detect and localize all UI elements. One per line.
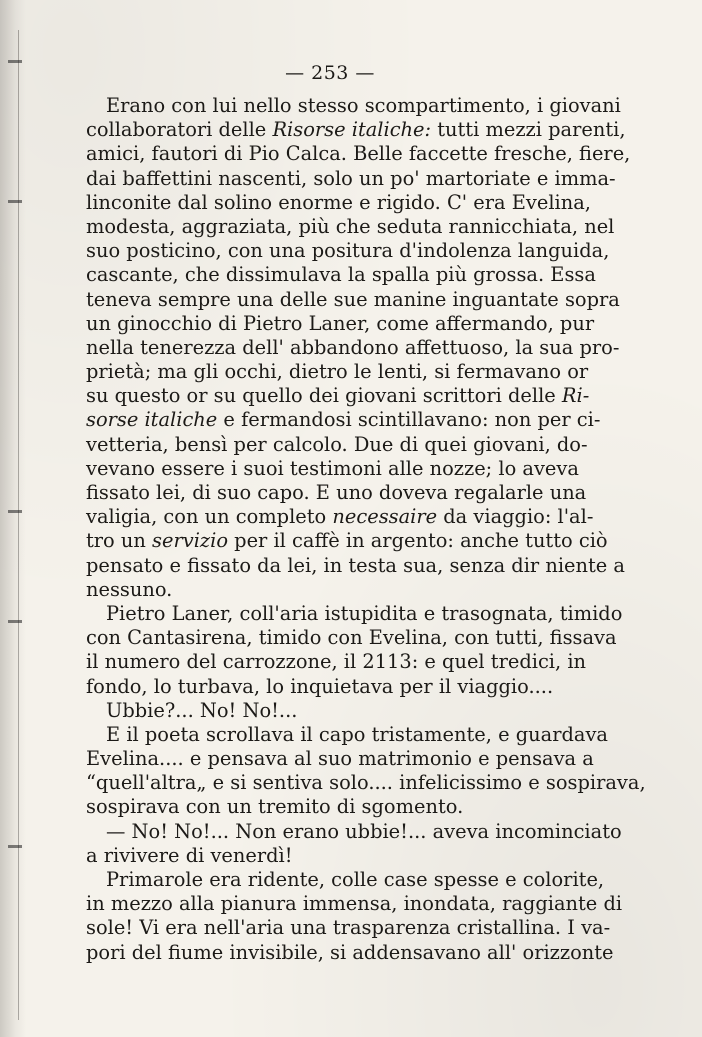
text-segment: valigia, con un completo	[86, 505, 333, 529]
italic-text: servizio	[152, 529, 228, 553]
text-line	[86, 626, 617, 650]
text-segment: modesta, aggraziata, più che seduta rannicchiata, nel	[86, 214, 615, 238]
text-line	[86, 699, 578, 723]
text-line	[86, 481, 587, 505]
text-line	[86, 408, 601, 432]
text-segment: da viaggio: l'al-	[437, 505, 594, 529]
text-line	[86, 360, 589, 384]
text-segment: amici, fautori di Pio Calca. Belle faccette fresche, fiere,	[86, 142, 631, 166]
text-segment: sospirava con un tremito di sgomento.	[86, 795, 464, 819]
text-segment: un ginocchio di Pietro Laner, come affermando, pur	[86, 311, 595, 335]
text-segment: tro un	[86, 529, 153, 553]
margin-mark	[8, 200, 22, 203]
text-segment: Evelina.... e pensava al suo matrimonio e pensava a	[86, 747, 594, 771]
text-line	[86, 142, 631, 166]
text-line	[86, 650, 587, 674]
text-segment: su questo or su quello dei giovani scrittori delle	[86, 384, 562, 408]
margin-mark	[8, 510, 22, 513]
italic-text: necessaire	[332, 505, 438, 529]
text-line	[86, 529, 608, 553]
text-segment: Primarole era ridente, colle case spesse e colorite,	[106, 868, 605, 891]
italic-text: sorse italiche	[86, 408, 218, 432]
text-segment: tutti mezzi parenti,	[431, 118, 626, 142]
text-segment: “quell'altra„ e si sentiva solo.... infelicissimo e sospirava,	[86, 771, 646, 795]
text-line	[86, 578, 578, 602]
text-segment: pori del fiume invisibile, si addensavano all' orizzonte	[86, 940, 614, 964]
page-binding-shadow	[0, 0, 26, 1037]
text-line	[86, 868, 605, 892]
text-segment: pensato e fissato da lei, in testa sua, senza dir niente a	[86, 553, 625, 577]
text-segment: con Cantasirena, timido con Evelina, con tutti, fissava	[86, 626, 617, 650]
text-segment: linconite dal solino enorme e rigido. C' era Evelina,	[86, 190, 591, 214]
text-segment: il numero del carrozzone, il 2113: e quel tredici, in	[86, 650, 587, 674]
text-line	[86, 311, 595, 336]
text-line	[86, 287, 620, 312]
text-line	[86, 916, 611, 940]
text-segment: teneva sempre una delle sue manine inguantate sopra	[86, 287, 620, 311]
text-segment: fissato lei, di suo capo. E uno doveva regalarle una	[86, 481, 587, 504]
text-segment: collaboratori delle	[86, 118, 273, 142]
text-line	[86, 239, 610, 263]
text-segment: Erano con lui nello stesso scompartimento, i giovani	[106, 94, 621, 117]
text-line	[86, 384, 590, 408]
text-line	[86, 795, 578, 819]
italic-text: Ri-	[561, 384, 590, 408]
text-segment: suo posticino, con una positura d'indolenza languida,	[86, 239, 610, 263]
text-line	[86, 747, 594, 771]
text-line	[86, 214, 615, 239]
text-line	[86, 819, 622, 844]
text-segment: vevano essere i suoi testimoni alle nozze; lo aveva	[86, 456, 579, 480]
page-number: — 253 —	[285, 62, 375, 84]
text-line	[86, 505, 594, 529]
text-line	[86, 263, 596, 287]
text-line	[86, 771, 646, 795]
text-segment: sole! Vi era nell'aria una trasparenza cristallina. I va-	[86, 916, 611, 940]
text-line	[86, 166, 616, 191]
text-segment: fondo, lo turbava, lo inquietava per il viaggio....	[86, 674, 554, 698]
text-segment: cascante, che dissimulava la spalla più grossa. Essa	[86, 263, 596, 287]
text-line	[86, 94, 621, 118]
text-line	[86, 675, 578, 699]
text-line	[86, 335, 620, 360]
text-segment: dai baffettini nascenti, solo un po' martoriate e imma-	[86, 166, 616, 190]
binding-edge-line	[18, 30, 19, 1020]
text-segment: vetteria, bensì per calcolo. Due di quei giovani, do-	[86, 432, 588, 456]
text-segment: prietà; ma gli occhi, dietro le lenti, si fermavano or	[86, 360, 589, 384]
text-line	[86, 432, 588, 457]
text-line	[86, 940, 614, 965]
text-segment: nella tenerezza dell' abbandono affettuoso, la sua pro-	[86, 335, 620, 359]
text-line	[86, 844, 578, 868]
text-line	[86, 892, 623, 916]
text-segment: — No! No!... Non erano ubbie!... aveva incominciato	[106, 819, 622, 843]
text-segment: per il caffè in argento: anche tutto ciò	[228, 529, 608, 553]
text-segment: in mezzo alla pianura immensa, inondata, raggiante di	[86, 892, 623, 916]
italic-text: Risorse italiche:	[272, 118, 432, 142]
text-line	[86, 457, 578, 481]
text-segment: a rivivere di venerdì!	[86, 843, 293, 867]
text-line	[86, 722, 608, 747]
body-text	[86, 94, 646, 965]
text-segment: e fermandosi scintillavano: non per ci-	[217, 408, 601, 432]
margin-mark	[8, 620, 22, 623]
text-segment: Ubbie?... No! No!...	[106, 698, 298, 722]
text-line	[86, 601, 623, 626]
text-segment: E il poeta scrollava il capo tristamente, e guardava	[106, 722, 608, 746]
margin-mark	[8, 845, 22, 848]
text-segment: Pietro Laner, coll'aria istupidita e trasognata, timido	[106, 601, 623, 625]
text-segment: nessuno.	[86, 577, 173, 601]
text-line	[86, 118, 626, 142]
text-line	[86, 553, 625, 578]
text-line	[86, 190, 591, 215]
